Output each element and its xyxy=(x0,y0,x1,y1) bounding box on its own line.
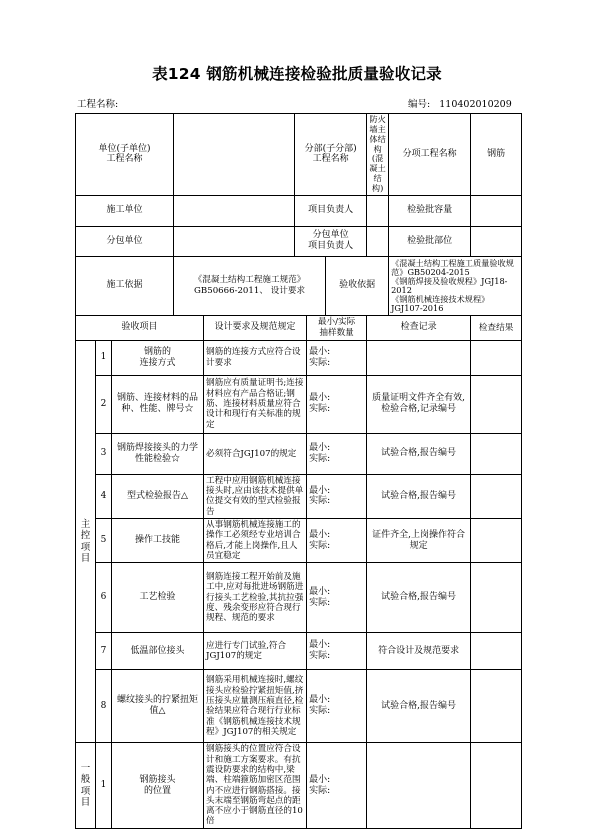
batch-capacity-value[interactable] xyxy=(471,195,522,226)
item-name: 低温部位接头 xyxy=(112,633,204,670)
item-design-requirement: 应进行专门试验,符合JGJ107的规定 xyxy=(204,633,307,670)
item-name: 钢筋接头 的位置 xyxy=(112,743,204,829)
item-record[interactable]: 证件齐全,上岗操作符合规定 xyxy=(367,519,471,563)
item-name: 操作工技能 xyxy=(112,519,204,563)
subcontract-manager-value[interactable] xyxy=(367,226,389,256)
acceptance-basis-label: 验收依据 xyxy=(326,256,389,315)
construction-basis-value: 《混凝土结构工程施工规范》 GB50666-2011、 设计要求 xyxy=(174,256,326,315)
col-result: 检查结果 xyxy=(471,315,522,340)
main-group-label: 主 控 项 目 xyxy=(76,340,96,743)
number-value: 110402010209 xyxy=(439,99,512,110)
item-name: 钢筋的 连接方式 xyxy=(112,340,204,375)
form-number xyxy=(408,96,512,110)
item-design-requirement: 必须符合JGJ107的规定 xyxy=(204,433,307,474)
item-number: 3 xyxy=(96,433,112,474)
item-number: 6 xyxy=(96,563,112,633)
item-number: 1 xyxy=(96,743,112,829)
subdivision-label: 分部(子分部) 工程名称 xyxy=(295,114,367,196)
item-result[interactable] xyxy=(471,670,522,743)
general-item-row xyxy=(76,743,522,829)
item-record[interactable]: 质量证明文件齐全有效,检验合格,记录编号 xyxy=(367,375,471,433)
page-title: 表124 钢筋机械连接检验批质量验收记录 xyxy=(152,65,442,83)
item-design-requirement: 从事钢筋机械连接施工的操作工必须经专业培训合格后,才能上岗操作,且人员宜稳定 xyxy=(204,519,307,563)
construction-unit-value[interactable] xyxy=(174,195,295,226)
unit-label: 单位(子单位) 工程名称 xyxy=(76,114,174,196)
item-design-requirement: 钢筋的连接方式应符合设计要求 xyxy=(204,340,307,375)
subcontract-unit-value[interactable] xyxy=(174,226,295,256)
batch-capacity-label: 检验批容量 xyxy=(389,195,471,226)
item-sample-quantity: 最小: 实际: xyxy=(307,633,367,670)
main-item-row xyxy=(76,670,522,743)
item-result[interactable] xyxy=(471,340,522,375)
main-item-row xyxy=(76,375,522,433)
col-sample: 最小/实际 抽样数量 xyxy=(307,315,367,340)
item-design-requirement: 钢筋接头的位置应符合设计和施工方案要求。有抗震设防要求的结构中,梁端、柱端箍筋加密区范围内不应进行钢筋搭接。接头末端至钢筋弯起点的距离不应小于钢筋直径的10倍 xyxy=(204,743,307,829)
item-sample-quantity: 最小: 实际: xyxy=(307,519,367,563)
main-item-row xyxy=(76,433,522,474)
main-item-row xyxy=(76,340,522,375)
general-group-label: 一 般 项 目 xyxy=(76,743,96,829)
item-number: 2 xyxy=(96,375,112,433)
subdivision-value: 防火墙主体结构 (混凝土结构) xyxy=(367,114,389,196)
header-row-construction xyxy=(76,195,522,226)
col-record: 检查记录 xyxy=(367,315,471,340)
main-item-row xyxy=(76,633,522,670)
item-record[interactable] xyxy=(367,340,471,375)
item-sample-quantity: 最小: 实际: xyxy=(307,375,367,433)
unit-value[interactable] xyxy=(174,114,295,196)
main-item-row xyxy=(76,563,522,633)
construction-unit-label: 施工单位 xyxy=(76,195,174,226)
construction-basis-label: 施工依据 xyxy=(76,256,174,315)
item-result[interactable] xyxy=(471,474,522,518)
item-sample-quantity: 最小: 实际: xyxy=(307,340,367,375)
item-result[interactable] xyxy=(471,743,522,829)
item-sample-quantity: 最小: 实际: xyxy=(307,474,367,518)
item-record[interactable] xyxy=(367,743,471,829)
item-result[interactable] xyxy=(471,375,522,433)
item-design-requirement: 钢筋采用机械连接时,螺纹接头应检验拧紧扭矩值,挤压接头应量测压痕直径,检验结果应符合现行行业标准《钢筋机械连接技术规程》JGJ107的相关规定 xyxy=(204,670,307,743)
item-record[interactable]: 符合设计及规范要求 xyxy=(367,633,471,670)
main-item-row xyxy=(76,519,522,563)
subcontract-unit-label: 分包单位 xyxy=(76,226,174,256)
item-number: 5 xyxy=(96,519,112,563)
acceptance-basis-value: 《混凝土结构工程施工质量验收规范》GB50204-2015 《钢筋焊接及验收规程》JGJ18-2012 《钢筋机械连接技术规程》JGJ107-2016 xyxy=(389,256,522,315)
col-item: 验收项目 xyxy=(76,315,204,340)
project-manager-value[interactable] xyxy=(367,195,389,226)
item-sample-quantity: 最小: 实际: xyxy=(307,743,367,829)
item-sample-quantity: 最小: 实际: xyxy=(307,563,367,633)
item-result[interactable] xyxy=(471,433,522,474)
item-record[interactable]: 试验合格,报告编号 xyxy=(367,474,471,518)
item-number: 4 xyxy=(96,474,112,518)
item-record[interactable]: 试验合格,报告编号 xyxy=(367,563,471,633)
batch-location-label: 检验批部位 xyxy=(389,226,471,256)
item-number: 1 xyxy=(96,340,112,375)
item-name: 钢筋焊接接头的力学性能检验☆ xyxy=(112,433,204,474)
item-name: 工艺检验 xyxy=(112,563,204,633)
header-row-subcontract xyxy=(76,226,522,256)
item-result[interactable] xyxy=(471,633,522,670)
item-name: 型式检验报告△ xyxy=(112,474,204,518)
column-header-row xyxy=(76,315,522,340)
header-row-basis xyxy=(76,256,522,315)
item-sample-quantity: 最小: 实际: xyxy=(307,433,367,474)
item-design-requirement: 工程中应用钢筋机械连接接头时,应由该技术提供单位提交有效的型式检验报告 xyxy=(204,474,307,518)
batch-location-value[interactable] xyxy=(471,226,522,256)
item-name: 螺纹接头的拧紧扭矩值△ xyxy=(112,670,204,743)
item-result[interactable] xyxy=(471,563,522,633)
item-number: 8 xyxy=(96,670,112,743)
number-label: 编号: xyxy=(408,99,431,110)
item-record[interactable]: 试验合格,报告编号 xyxy=(367,670,471,743)
item-name: 钢筋、连接材料的品种、性能、牌号☆ xyxy=(112,375,204,433)
item-result[interactable] xyxy=(471,519,522,563)
item-design-requirement: 钢筋应有质量证明书;连接材料应有产品合格证;钢筋、连接材料质量应符合设计和现行有关标准的规定 xyxy=(204,375,307,433)
subcontract-manager-label: 分包单位 项目负责人 xyxy=(295,226,367,256)
subitem-label: 分项工程名称 xyxy=(389,114,471,196)
main-item-row xyxy=(76,474,522,518)
project-name-label: 工程名称: xyxy=(77,99,119,110)
col-design: 设计要求及规范规定 xyxy=(204,315,307,340)
acceptance-record-table xyxy=(75,113,522,829)
item-number: 7 xyxy=(96,633,112,670)
project-manager-label: 项目负责人 xyxy=(295,195,367,226)
item-sample-quantity: 最小: 实际: xyxy=(307,670,367,743)
item-design-requirement: 钢筋连接工程开始前及施工中,应对每批进场钢筋进行接头工艺检验,其抗拉强度、残余变形应符合现行规程、规范的要求 xyxy=(204,563,307,633)
header-row-unit xyxy=(76,114,522,196)
subitem-value: 钢筋 xyxy=(471,114,522,196)
item-record[interactable]: 试验合格,报告编号 xyxy=(367,433,471,474)
